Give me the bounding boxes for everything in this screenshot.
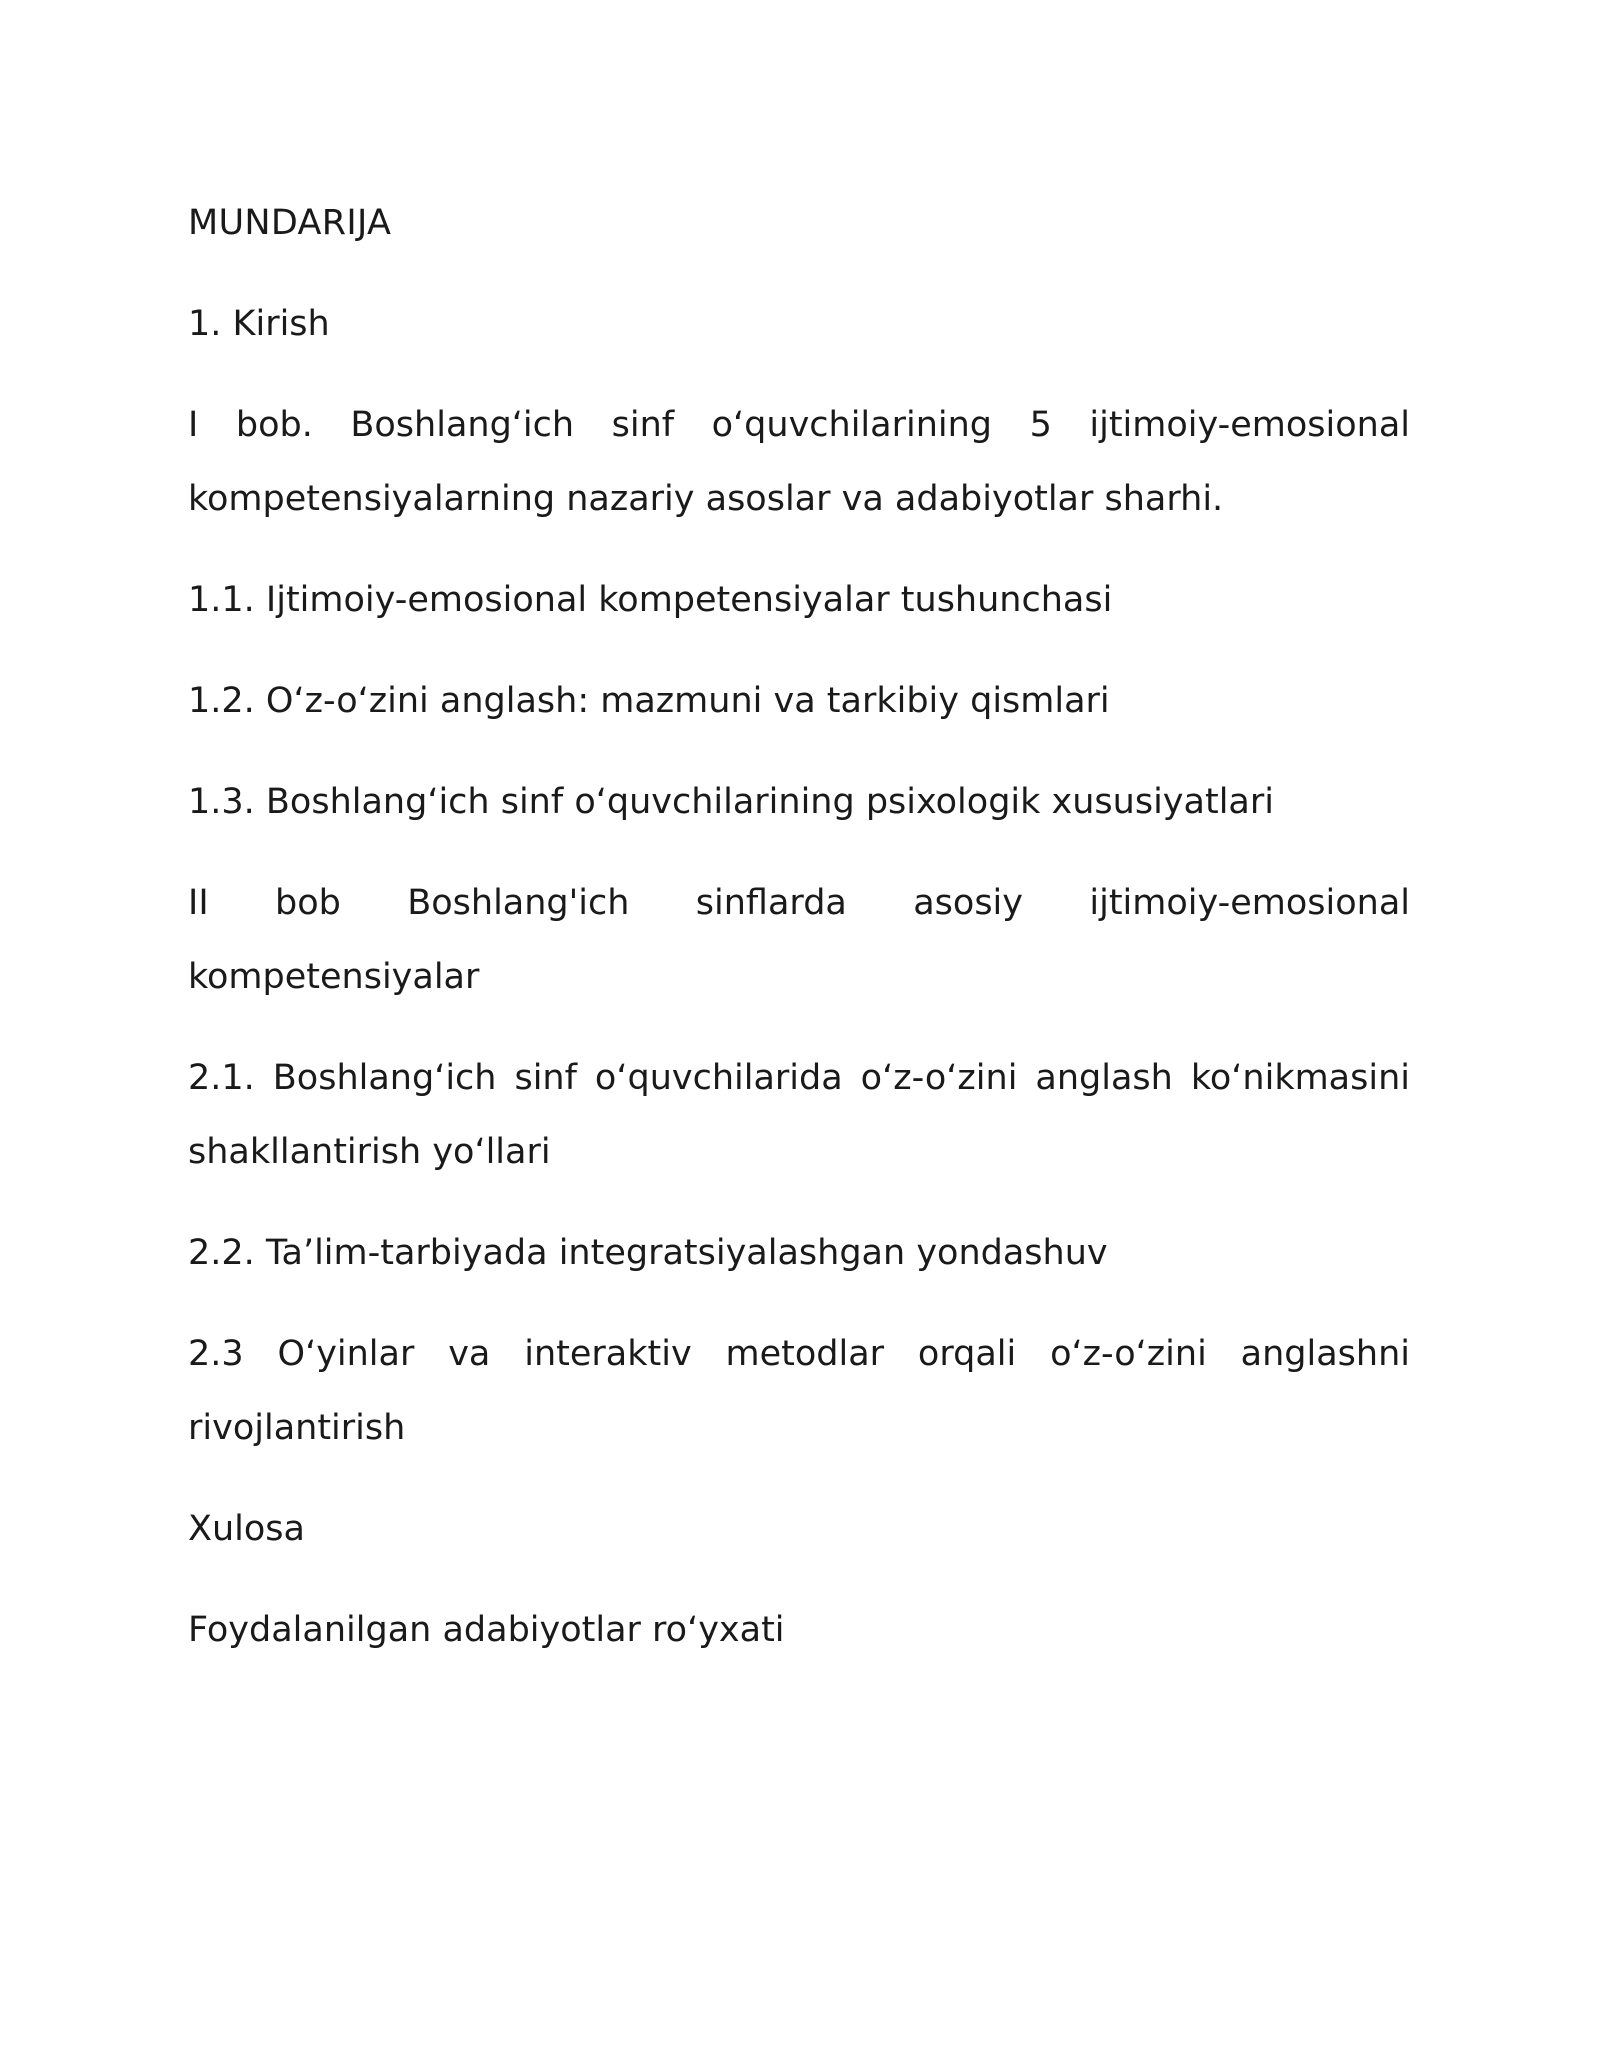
toc-entry-1-2: 1.2. O‘z-o‘zini anglash: mazmuni va tarkibiy qismlari bbox=[188, 681, 1110, 721]
toc-entry-conclusion: Xulosa bbox=[188, 1509, 305, 1549]
table-of-contents bbox=[188, 186, 1410, 1694]
toc-entry-chapter-1: I bob. Boshlang‘ich sinf o‘quvchilarining 5 ijtimoiy-emosional kompetensiyalarning nazariy asoslar va adabiyotlar sharhi. bbox=[188, 405, 1410, 519]
toc-entry-1-3: 1.3. Boshlang‘ich sinf o‘quvchilarining psixologik xususiyatlari bbox=[188, 782, 1274, 822]
toc-entry-2-2: 2.2. Ta’lim-tarbiyada integratsiyalashgan yondashuv bbox=[188, 1233, 1108, 1273]
toc-entry-chapter-2: II bob Boshlang'ich sinflarda asosiy ijtimoiy-emosional kompetensiyalar bbox=[188, 883, 1410, 997]
toc-heading: MUNDARIJA bbox=[188, 203, 392, 243]
toc-entry-2-1: 2.1. Boshlang‘ich sinf o‘quvchilarida o‘z-o‘zini anglash ko‘nikmasini shakllantirish yo‘llari bbox=[188, 1058, 1410, 1172]
toc-entry-references: Foydalanilgan adabiyotlar ro‘yxati bbox=[188, 1610, 785, 1650]
toc-entry-1-1: 1.1. Ijtimoiy-emosional kompetensiyalar tushunchasi bbox=[188, 580, 1113, 620]
toc-entry-2-3: 2.3 O‘yinlar va interaktiv metodlar orqali o‘z-o‘zini anglashni rivojlantirish bbox=[188, 1334, 1410, 1448]
toc-entry-introduction: 1. Kirish bbox=[188, 304, 330, 344]
